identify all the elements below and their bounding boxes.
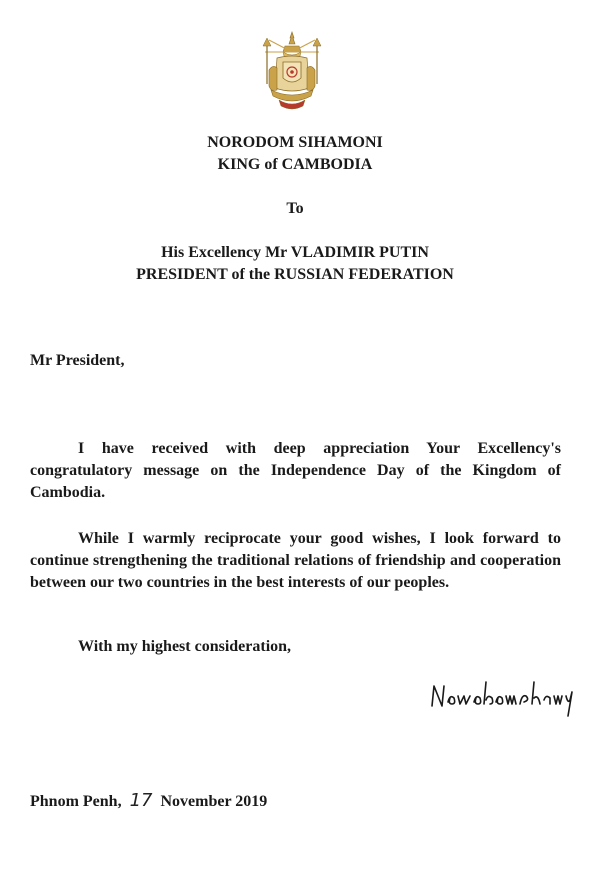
date-day-handwritten: 17 [129, 790, 153, 811]
date-place: Phnom Penh, [30, 793, 122, 810]
sender-name: NORODOM SIHAMONI [207, 134, 383, 151]
body-paragraph-1: I have received with deep appreciation Your Excellency's congratulatory message on the Independence Day of the Kingdom of Cambodia. [30, 440, 561, 501]
sender-block [0, 132, 590, 176]
date-line [30, 790, 267, 813]
recipient-block [0, 242, 590, 286]
to-label: To [286, 200, 304, 217]
date-month-year: November 2019 [160, 793, 268, 810]
body-paragraph-2: While I warmly reciprocate your good wishes, I look forward to continue strengthening the traditional relations of friendship and cooperation between our two countries in the best interests of our peoples. [30, 530, 561, 591]
closing-line: With my highest consideration, [78, 638, 292, 655]
sender-title: KING of CAMBODIA [217, 156, 373, 173]
royal-arms-icon [255, 30, 329, 114]
recipient-name: His Excellency Mr VLADIMIR PUTIN [161, 244, 429, 261]
recipient-title: PRESIDENT of the RUSSIAN FEDERATION [136, 266, 454, 283]
salutation: Mr President, [30, 352, 125, 369]
signature-icon [428, 672, 578, 720]
